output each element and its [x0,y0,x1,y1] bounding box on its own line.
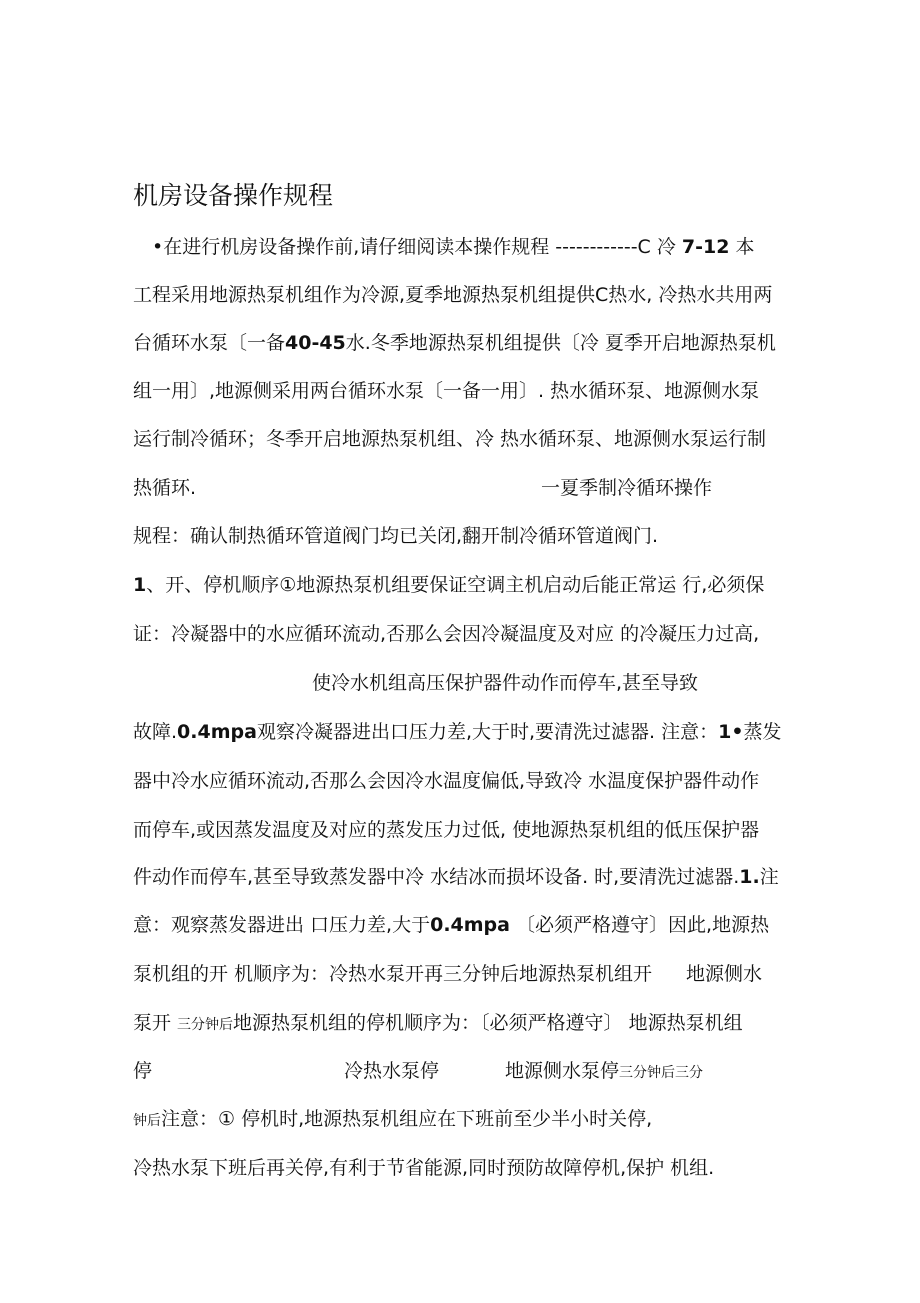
text-line-15 [133,910,769,940]
text-line-18c [505,1056,703,1088]
text-segment: 件动作而停车,甚至导致蒸发器中冷 水结冰而损坏设备. 时,要清洗过滤器. [133,866,740,888]
text-segment: 注意：① 停机时,地源热泵机组应在下班前至少半小时关停, [161,1108,653,1130]
text-line-4: 组一用〕,地源侧采用两台循环水泵〔一备一用〕. 热水循环泵、地源侧水泵 [133,380,760,402]
text-segment-bold: 7-12 [681,236,730,258]
text-segment: 地源热泵机组的停机顺序为：〔必须严格遵守〕 地源热泵机组 [233,1012,743,1034]
text-segment-small: 三分钟后三分 [619,1065,704,1081]
text-line-16b: 地源侧水 [686,963,763,985]
text-segment: 注 [759,866,779,888]
text-line-14 [133,862,779,892]
text-line-8 [133,570,764,600]
text-segment-bold: 0.4mpa [177,721,257,743]
text-line-1 [152,232,755,262]
text-line-6b: 一夏季制冷循环操作 [541,477,713,499]
text-line-17 [133,1008,743,1040]
text-line-18b: 冷热水泵停 [344,1060,440,1082]
text-segment: 观察冷凝器进出口压力差,大于时,要清洗过滤器. 注意： [256,721,719,743]
text-segment-bold: 1. [739,866,760,888]
text-line-3 [133,328,776,358]
text-segment: 本 [729,236,755,258]
text-segment-small: 钟后 [133,1113,161,1129]
text-segment-bold: 1• [718,721,744,743]
text-segment: 、开、停机顺序①地源热泵机组要保证空调主机启动后能正常运 行,必须保 [146,574,765,596]
text-segment-small: 三分钟后 [177,1017,234,1033]
text-segment: 故障. [133,721,178,743]
text-segment: 泵开 [133,1012,178,1034]
text-segment: 意：观察蒸发器进出 口压力差,大于 [133,914,431,936]
text-line-16a: 泵机组的开 机顺序为：冷热水泵开再三分钟后地源热泵机组开 [133,963,653,985]
text-segment: 蒸发 [743,721,782,743]
text-line-5: 运行制冷循环；冬季开启地源热泵机组、冷 热水循环泵、地源侧水泵运行制 [133,428,767,450]
text-segment: 水.冬季地源热泵机组提供〔冷 夏季开启地源热泵机 [345,332,776,354]
text-line-12: 器中冷水应循环流动,否那么会因冷水温度偏低,导致冷 水温度保护器件动作 [133,770,760,792]
text-segment: 台循环水泵〔一备 [133,332,286,354]
text-line-10: 使冷水机组高压保护器件动作而停车,甚至导致 [312,672,699,694]
document-title: 机房设备操作规程 [133,181,334,210]
text-line-9: 证：冷凝器中的水应循环流动,否那么会因冷凝温度及对应 的冷凝压力过高, [133,623,760,645]
text-segment: 〔必须严格遵守〕因此,地源热 [509,914,770,936]
text-line-2: 工程采用地源热泵机组作为冷源,夏季地源热泵机组提供C热水, 冷热水共用两 [133,284,773,306]
text-line-6a: 热循环. [133,477,197,499]
text-segment: •在进行机房设备操作前,请仔细阅读本操作规程 ------------C 冷 [152,236,682,258]
text-segment-bold: 40-45 [285,332,346,354]
text-line-11 [133,717,782,747]
text-line-19 [133,1104,652,1136]
text-line-20: 冷热水泵下班后再关停,有利于节省能源,同时预防故障停机,保护 机组. [133,1157,715,1179]
text-segment: 地源侧水泵停 [505,1060,620,1082]
text-line-13: 而停车,或因蒸发温度及对应的蒸发压力过低, 使地源热泵机组的低压保护器 [133,819,760,841]
text-segment-bold: 0.4mpa [430,914,510,936]
text-line-7: 规程：确认制热循环管道阀门均已关闭,翻开制冷循环管道阀门. [133,525,659,547]
text-segment-bold: 1 [133,574,147,596]
text-line-18a: 停 [133,1060,153,1082]
